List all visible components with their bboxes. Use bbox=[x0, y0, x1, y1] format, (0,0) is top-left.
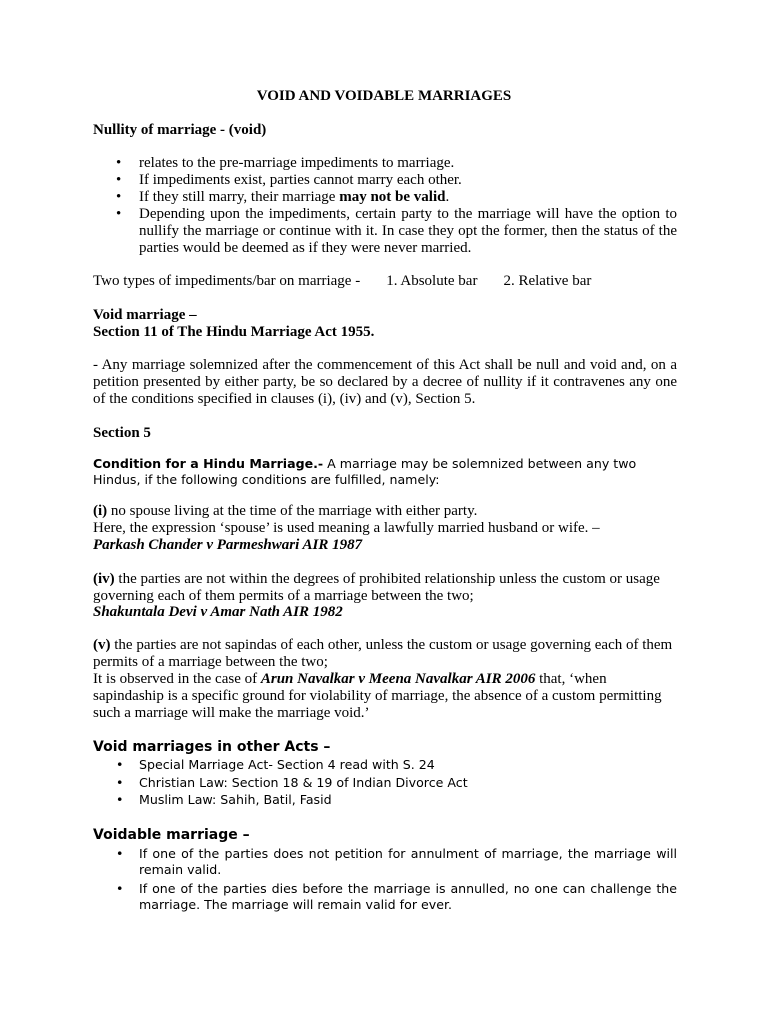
impediments-line: Two types of impediments/bar on marriage - 1. Absolute bar 2. Relative bar bbox=[93, 273, 592, 289]
clause-i-note: Here, the expression ‘spouse’ is used meaning a lawfully married husband or wife. – bbox=[93, 520, 600, 536]
list-item: • If one of the parties does not petition for annulment of marriage, the marriage will remain valid. bbox=[116, 846, 677, 877]
bullet-icon: • bbox=[116, 206, 122, 222]
void-marriage-heading: Void marriage – bbox=[93, 307, 197, 323]
void-marriage-body: - Any marriage solemnized after the commencement of this Act shall be null and void and, on a petition presented by either party, be so declared by a decree of nullity if it contravenes any one of the conditions specified in clauses (i), (iv) and (v), Section 5. bbox=[93, 357, 677, 407]
case-citation: Parkash Chander v Parmeshwari AIR 1987 bbox=[93, 537, 363, 553]
condition-paragraph: Condition for a Hindu Marriage.- A marriage may be solemnized between any two Hindus, if the following conditions are fulfilled, namely: bbox=[93, 456, 637, 487]
voidable-heading: Voidable marriage – bbox=[93, 827, 250, 843]
bullet-icon: • bbox=[116, 792, 124, 808]
bullet-icon: • bbox=[116, 172, 122, 188]
document-title: VOID AND VOIDABLE MARRIAGES bbox=[256, 88, 512, 104]
bullet-icon: • bbox=[116, 846, 124, 861]
list-item: • If one of the parties dies before the marriage is annulled, no one can challenge the marriage. The marriage will remain valid for ever. bbox=[116, 881, 677, 912]
list-item: • Muslim Law: Sahih, Batil, Fasid bbox=[116, 792, 332, 808]
nullity-heading: Nullity of marriage - (void) bbox=[93, 122, 267, 138]
section-11-heading: Section 11 of The Hindu Marriage Act 1955. bbox=[93, 324, 375, 340]
bullet-icon: • bbox=[116, 155, 122, 171]
bullet-icon: • bbox=[116, 757, 124, 772]
section-5-heading: Section 5 bbox=[93, 425, 151, 441]
bullet-icon: • bbox=[116, 774, 124, 790]
voidable-list bbox=[93, 846, 677, 912]
list-item: • Christian Law: Section 18 & 19 of Indian Divorce Act bbox=[116, 774, 468, 790]
list-item: • If impediments exist, parties cannot marry each other. bbox=[116, 172, 462, 188]
condition-heading: Condition for a Hindu Marriage.- bbox=[93, 456, 324, 471]
list-item: • Special Marriage Act- Section 4 read with S. 24 bbox=[116, 757, 435, 772]
case-citation: Shakuntala Devi v Amar Nath AIR 1982 bbox=[93, 604, 343, 620]
nullity-bullet-list bbox=[93, 155, 677, 257]
list-item: • Depending upon the impediments, certain party to the marriage will have the option to nullify the marriage or continue with it. In case they opt the former, then the status of the parties would be deemed as if they were never married. bbox=[116, 206, 677, 256]
clause-v: (v) the parties are not sapindas of each other, unless the custom or usage governing each of them permits of a marriage between the two; bbox=[93, 637, 673, 670]
emphasis-text: may not be valid bbox=[339, 189, 446, 205]
void-other-heading: Void marriages in other Acts – bbox=[93, 739, 331, 755]
clause-v-observation: It is observed in the case of Arun Navalkar v Meena Navalkar AIR 2006 that, ‘when sapindaship is a specific ground for violability of marriage, the absence of a custom permitting such a marriage will make the marriage void.’ bbox=[93, 671, 662, 721]
void-other-list bbox=[93, 757, 677, 808]
list-item: • relates to the pre-marriage impediments to marriage. bbox=[116, 155, 455, 171]
bullet-icon: • bbox=[116, 189, 122, 205]
clause-i: (i) no spouse living at the time of the marriage with either party. bbox=[93, 503, 478, 519]
clause-iv: (iv) the parties are not within the degrees of prohibited relationship unless the custom or usage governing each of them permits of a marriage between the two; bbox=[93, 571, 660, 604]
list-item: • If they still marry, their marriage may not be valid. bbox=[116, 189, 450, 205]
case-citation: Arun Navalkar v Meena Navalkar AIR 2006 bbox=[260, 671, 536, 687]
bullet-icon: • bbox=[116, 881, 124, 897]
